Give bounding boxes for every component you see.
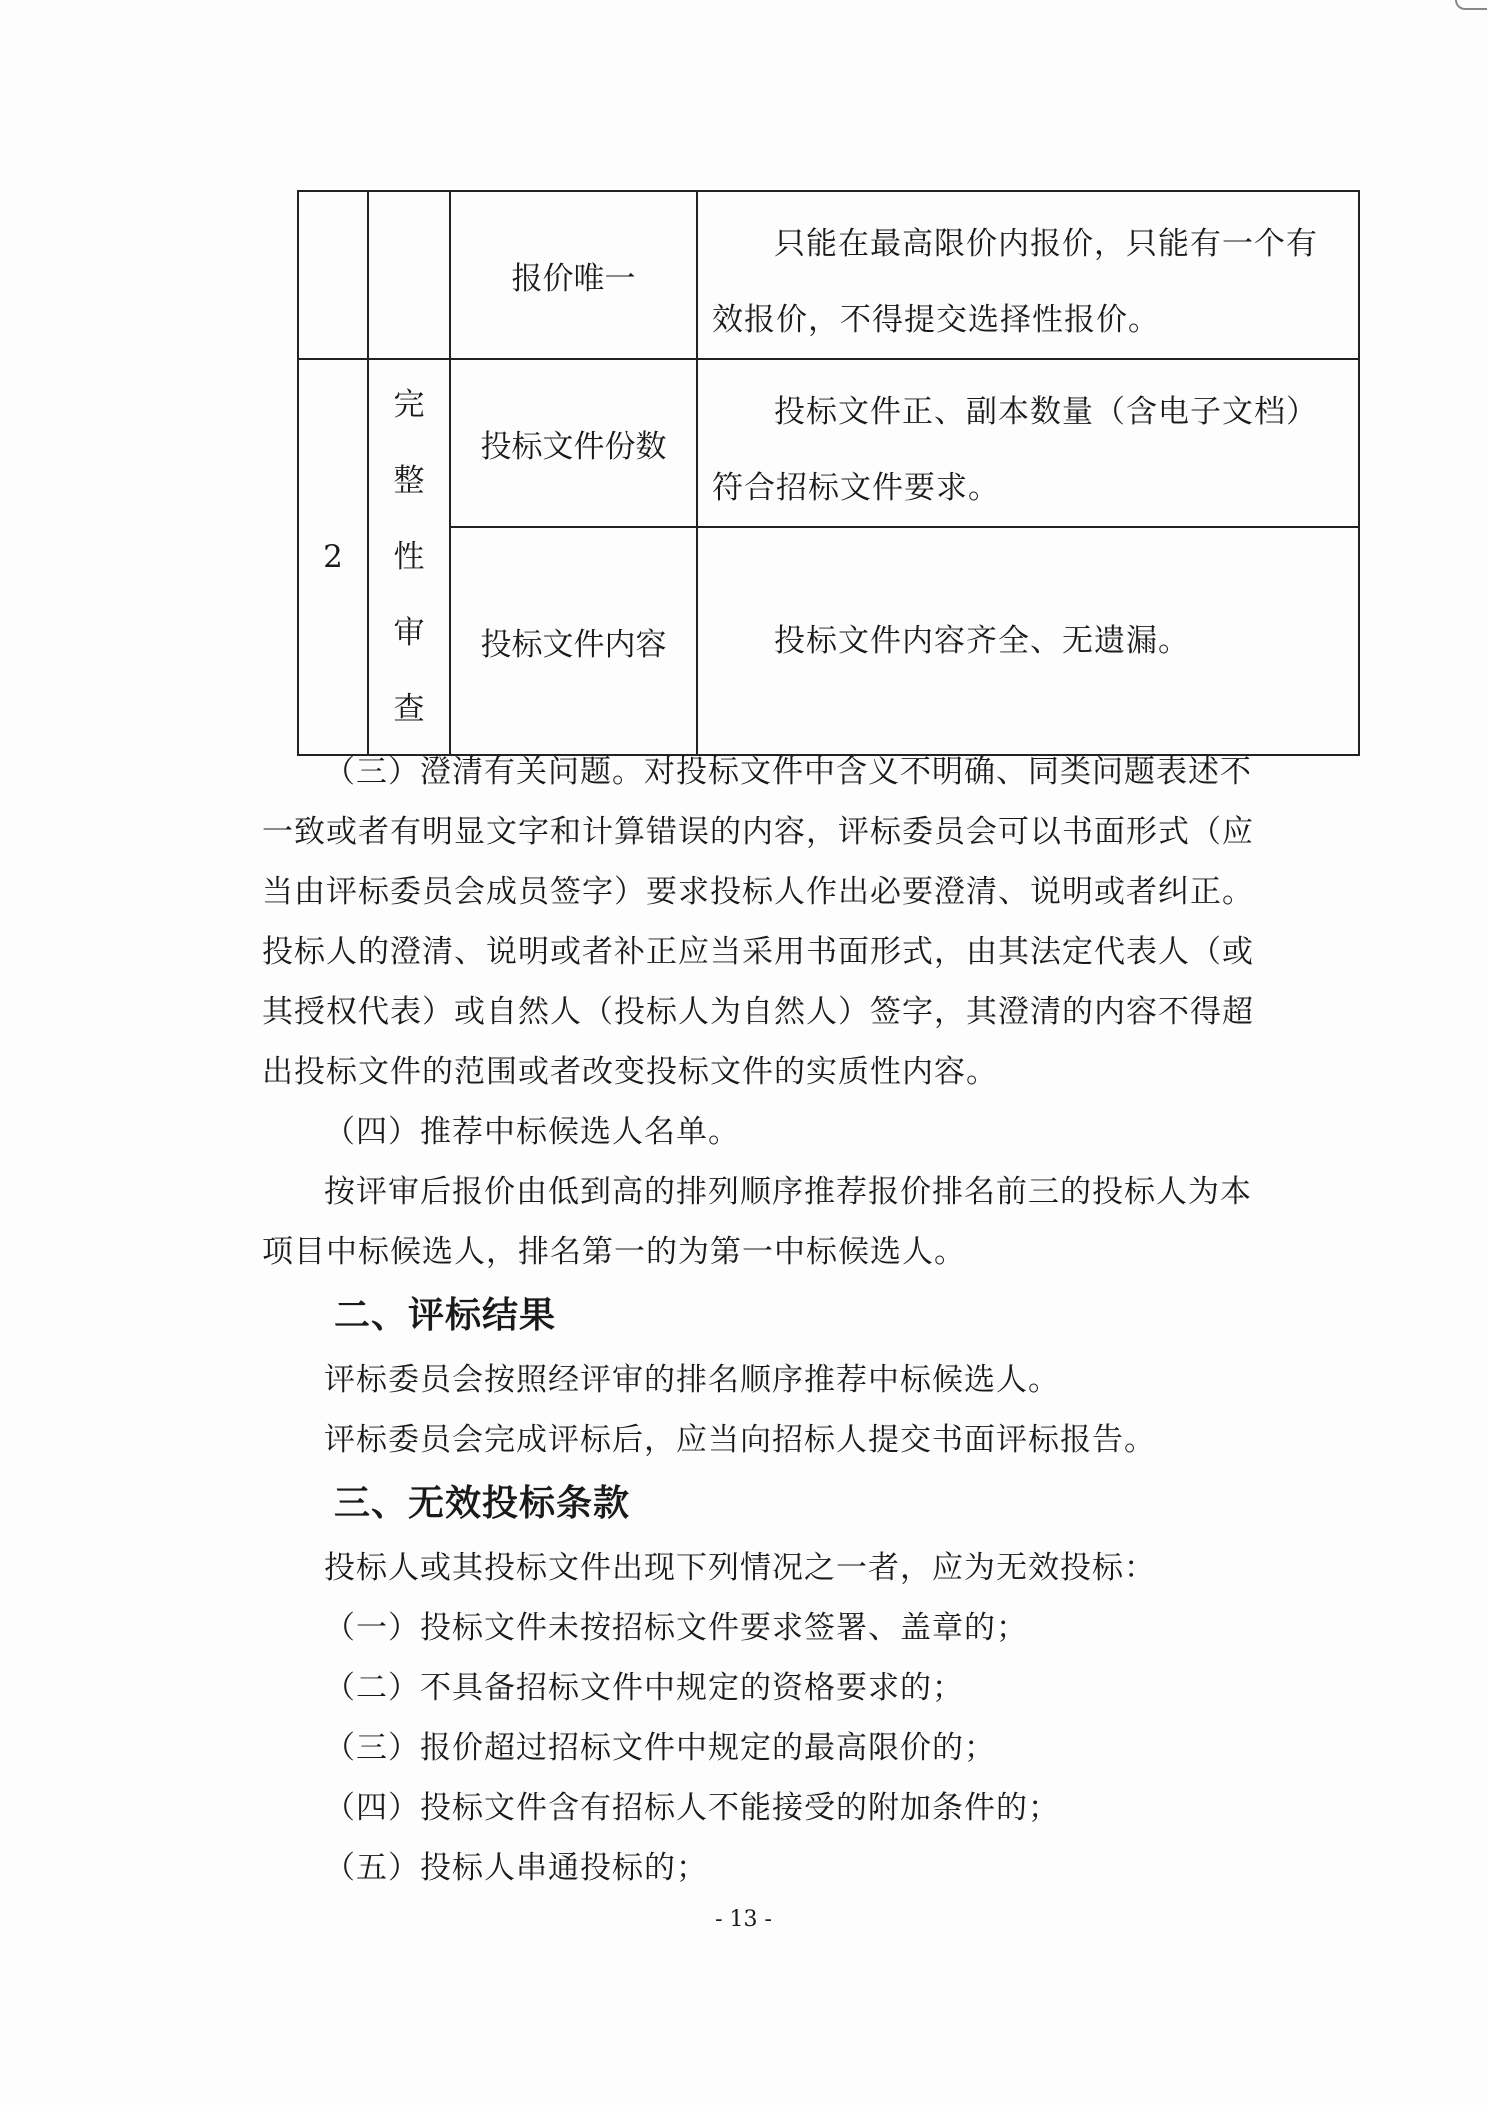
review-criteria-table (297, 190, 1360, 756)
result-paragraph-1: 评标委员会按照经评审的排名顺序推荐中标候选人。 (324, 1362, 1060, 1398)
table-cell-item: 投标文件份数 (450, 359, 697, 527)
table-cell-requirement (697, 191, 1359, 359)
table-row (298, 527, 1359, 755)
recommend-title: （四）推荐中标候选人名单。 (324, 1114, 740, 1150)
invalid-item-4: （四）投标文件含有招标人不能接受的附加条件的； (324, 1790, 1060, 1826)
table-cell-requirement (697, 359, 1359, 527)
table-row (298, 191, 1359, 359)
section-heading-invalid: 三、无效投标条款 (334, 1483, 631, 1524)
table-cell-item: 投标文件内容 (450, 527, 697, 755)
invalid-item-5: （五）投标人串通投标的； (324, 1850, 708, 1886)
invalid-intro: 投标人或其投标文件出现下列情况之一者，应为无效投标： (324, 1550, 1156, 1586)
recommend-paragraph: 按评审后报价由低到高的排列顺序推荐报价排名前三的投标人为本项目中标候选人，排名第一的为第一中标候选人。 (262, 1174, 1252, 1270)
table-cell-item: 报价唯一 (450, 191, 697, 359)
table-cell-number (298, 191, 368, 359)
table-cell-number: 2 (298, 359, 368, 755)
requirement-text: 只能在最高限价内报价，只能有一个有效报价，不得提交选择性报价。 (712, 226, 1318, 338)
document-body (262, 742, 1262, 1898)
page-number: - 13 - (715, 1907, 772, 1932)
invalid-item-3: （三）报价超过招标文件中规定的最高限价的； (324, 1730, 996, 1766)
requirement-text: 投标文件正、副本数量（含电子文档）符合招标文件要求。 (712, 394, 1318, 506)
clarify-paragraph: （三）澄清有关问题。对投标文件中含义不明确、同类问题表述不一致或者有明显文字和计算错误的内容，评标委员会可以书面形式（应当由评标委员会成员签字）要求投标人作出必要澄清、说明或者纠正。投标人的澄清、说明或者补正应当采用书面形式，由其法定代表人（或其授权代表）或自然人（投标人为自然人）签字，其澄清的内容不得超出投标文件的范围或者改变投标文件的实质性内容。 (262, 754, 1254, 1090)
result-paragraph-2: 评标委员会完成评标后，应当向招标人提交书面评标报告。 (324, 1422, 1156, 1458)
invalid-item-1: （一）投标文件未按招标文件要求签署、盖章的； (324, 1610, 1028, 1646)
table-row (298, 359, 1359, 527)
invalid-item-2: （二）不具备招标文件中规定的资格要求的； (324, 1670, 964, 1706)
corner-scan-mark (1455, 0, 1487, 10)
section-heading-result: 二、评标结果 (334, 1295, 557, 1336)
requirement-text: 投标文件内容齐全、无遗漏。 (774, 623, 1190, 659)
category-label: 完整性审查 (393, 387, 425, 727)
table-cell-category (368, 359, 450, 755)
table-cell-category (368, 191, 450, 359)
table-cell-requirement (697, 527, 1359, 755)
